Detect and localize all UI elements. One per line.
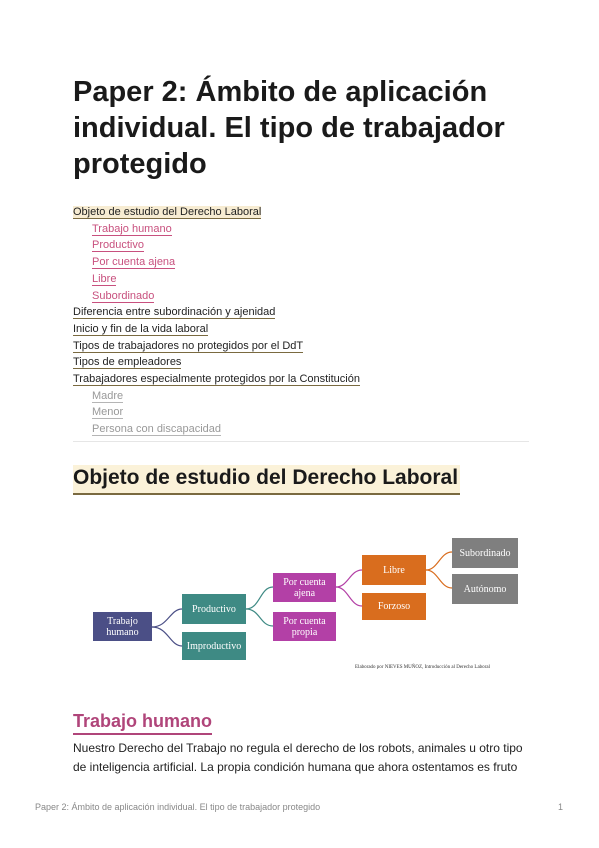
connector-line [426, 552, 452, 570]
connector-line [152, 627, 182, 646]
body-paragraph: Nuestro Derecho del Trabajo no regula el derecho de los robots, animales u otro tipo de inteligencia artificial. La propia condición humana que ahora ostentamos es fruto [73, 741, 523, 774]
toc-item[interactable]: Inicio y fin de la vida laboral [73, 322, 209, 335]
toc-item[interactable]: Subordinado [92, 289, 155, 302]
node-autonomo: Autónomo [452, 574, 518, 604]
connector-line [246, 587, 273, 609]
toc-item[interactable]: Madre [92, 389, 124, 402]
connector-line [246, 609, 273, 626]
toc-item[interactable]: Trabajadores especialmente protegidos por la Constitución [73, 373, 360, 386]
toc-item[interactable]: Tipos de trabajadores no protegidos por el DdT [73, 339, 304, 352]
subsection-heading: Trabajo humano [73, 710, 212, 735]
toc-item[interactable]: Trabajo humano [92, 222, 172, 235]
connector-line [336, 570, 362, 587]
diagram-credit: Elaborado por NIEVES MUÑOZ, Introducción al Derecho Laboral [355, 665, 490, 670]
toc-item[interactable]: Tipos de empleadores [73, 356, 182, 369]
connector-line [336, 587, 362, 606]
toc-item[interactable]: Menor [92, 406, 124, 419]
node-forzoso: Forzoso [362, 593, 426, 620]
node-subordinado: Subordinado [452, 538, 518, 568]
toc-item[interactable]: Persona con discapacidad [92, 423, 222, 436]
node-por-cuenta-propia: Por cuenta propia [273, 612, 336, 641]
page-number: 1 [558, 802, 564, 812]
node-por-cuenta-ajena: Por cuenta ajena [273, 573, 336, 602]
connector-line [152, 609, 182, 627]
section-heading: Objeto de estudio del Derecho Laboral [73, 465, 460, 495]
toc-item[interactable]: Diferencia entre subordinación y ajenidad [73, 306, 276, 319]
table-of-contents [73, 204, 529, 438]
node-improductivo: Improductivo [182, 632, 246, 660]
toc-item[interactable]: Objeto de estudio del Derecho Laboral [73, 206, 262, 218]
work-classification-diagram [88, 533, 528, 681]
footer-title: Paper 2: Ámbito de aplicación individual. El tipo de trabajador protegido [35, 802, 321, 812]
page-title: Paper 2: Ámbito de aplicación individual. El tipo de trabajador protegido [73, 76, 505, 180]
toc-item[interactable]: Por cuenta ajena [92, 256, 176, 269]
node-trabajo-humano: Trabajo humano [93, 612, 152, 641]
toc-divider [73, 441, 529, 442]
node-productivo: Productivo [182, 594, 246, 624]
connector-line [426, 570, 452, 588]
node-libre: Libre [362, 555, 426, 585]
toc-item[interactable]: Productivo [92, 239, 144, 252]
toc-item[interactable]: Libre [92, 272, 117, 285]
